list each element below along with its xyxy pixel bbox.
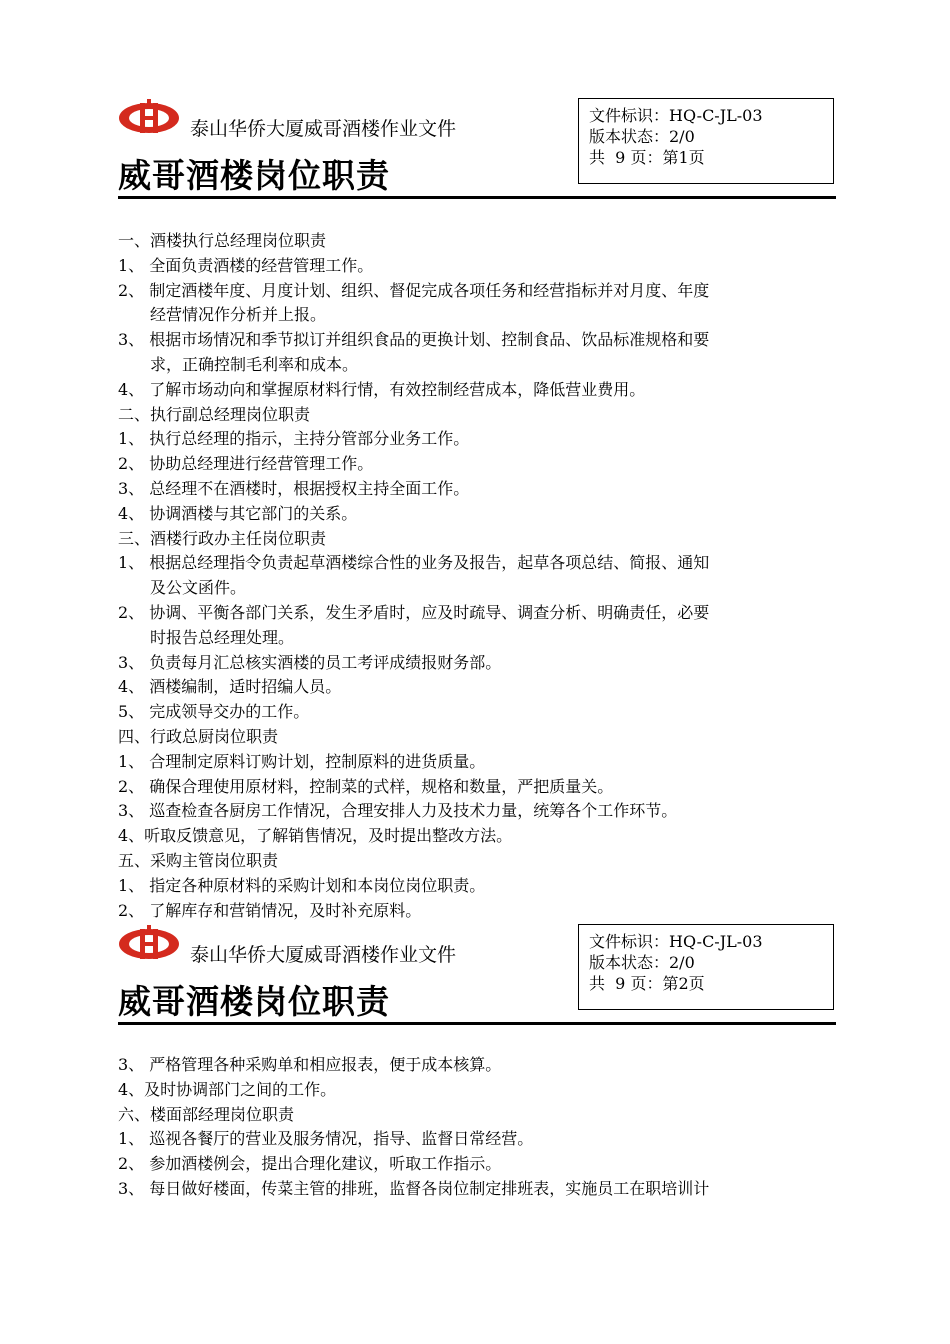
list-item: 2、 协调、平衡各部门关系，发生矛盾时，应及时疏导、调查分析、明确责任，必要 (118, 602, 710, 622)
document-version: 版本状态：2/0 (589, 953, 695, 972)
page-counter: 共 9 页：第1页 (589, 148, 705, 167)
section-heading: 六、楼面部经理岗位职责 (118, 1104, 295, 1124)
list-item: 4、 了解市场动向和掌握原材料行情，有效控制经营成本，降低营业费用。 (118, 379, 646, 399)
list-item: 1、 执行总经理的指示，主持分管部分业务工作。 (118, 429, 470, 449)
section-heading: 四、行政总厨岗位职责 (118, 726, 279, 746)
list-item: 2、 了解库存和营销情况，及时补充原料。 (118, 900, 422, 920)
section-heading: 五、采购主管岗位职责 (118, 850, 279, 870)
document-title: 威哥酒楼岗位职责 (118, 982, 390, 1021)
page-counter: 共 9 页：第2页 (589, 974, 705, 993)
list-item: 2、 制定酒楼年度、月度计划、组织、督促完成各项任务和经营指标并对月度、年度 (118, 280, 710, 300)
list-item: 3、 负责每月汇总核实酒楼的员工考评成绩报财务部。 (118, 652, 502, 672)
list-item: 3、 巡查检查各厨房工作情况，合理安排人力及技术力量，统筹各个工作环节。 (118, 801, 678, 821)
page-body-2 (118, 1053, 838, 1202)
company-name: 泰山华侨大厦威哥酒楼作业文件 (190, 944, 457, 966)
list-item-continuation: 求，正确控制毛利率和成本。 (150, 354, 359, 374)
list-item: 1、 根据总经理指令负责起草酒楼综合性的业务及报告，起草各项总结、简报、通知 (118, 553, 710, 573)
document-id: 文件标识：HQ-C-JL-03 (589, 932, 763, 951)
document-id: 文件标识：HQ-C-JL-03 (589, 106, 763, 125)
list-item-continuation: 时报告总经理处理。 (150, 627, 295, 647)
header-divider (118, 1022, 836, 1025)
list-item: 4、听取反馈意见，了解销售情况，及时提出整改方法。 (118, 826, 513, 846)
list-item: 5、 完成领导交办的工作。 (118, 702, 310, 722)
document-info-box (578, 924, 834, 1010)
header-divider (118, 196, 836, 199)
company-logo (118, 98, 180, 138)
list-item: 3、 严格管理各种采购单和相应报表，便于成本核算。 (118, 1055, 502, 1074)
company-name: 泰山华侨大厦威哥酒楼作业文件 (190, 118, 457, 140)
list-item-continuation: 及公文函件。 (150, 578, 247, 598)
page-header-1 (118, 98, 838, 208)
document-title: 威哥酒楼岗位职责 (118, 156, 390, 195)
list-item-continuation: 经营情况作分析并上报。 (150, 305, 327, 325)
list-item: 1、 全面负责酒楼的经营管理工作。 (118, 255, 374, 275)
list-item: 3、 总经理不在酒楼时，根据授权主持全面工作。 (118, 478, 470, 498)
document-info-box (578, 98, 834, 184)
list-item: 4、 酒楼编制，适时招编人员。 (118, 677, 342, 697)
section-heading: 二、执行副总经理岗位职责 (118, 404, 311, 424)
list-item: 1、 合理制定原料订购计划，控制原料的进货质量。 (118, 751, 486, 771)
page-body-1 (118, 229, 838, 923)
list-item: 1、 指定各种原材料的采购计划和本岗位岗位职责。 (118, 875, 486, 895)
list-item: 4、 协调酒楼与其它部门的关系。 (118, 503, 358, 523)
page-header-2 (118, 924, 838, 1034)
list-item: 2、 参加酒楼例会，提出合理化建议，听取工作指示。 (118, 1154, 502, 1174)
company-logo (118, 924, 180, 964)
section-heading: 一、酒楼执行总经理岗位职责 (118, 231, 327, 250)
list-item: 3、 根据市场情况和季节拟订并组织食品的更换计划、控制食品、饮品标准规格和要 (118, 330, 710, 350)
list-item: 3、 每日做好楼面，传菜主管的排班，监督各岗位制定排班表，实施员工在职培训计 (118, 1178, 710, 1198)
list-item: 4、及时协调部门之间的工作。 (118, 1079, 337, 1099)
section-heading: 三、酒楼行政办主任岗位职责 (118, 528, 327, 548)
document-version: 版本状态：2/0 (589, 127, 695, 146)
list-item: 1、 巡视各餐厅的营业及服务情况，指导、监督日常经营。 (118, 1129, 534, 1149)
list-item: 2、 确保合理使用原材料，控制菜的式样，规格和数量，严把质量关。 (118, 776, 614, 796)
list-item: 2、 协助总经理进行经营管理工作。 (118, 454, 374, 474)
